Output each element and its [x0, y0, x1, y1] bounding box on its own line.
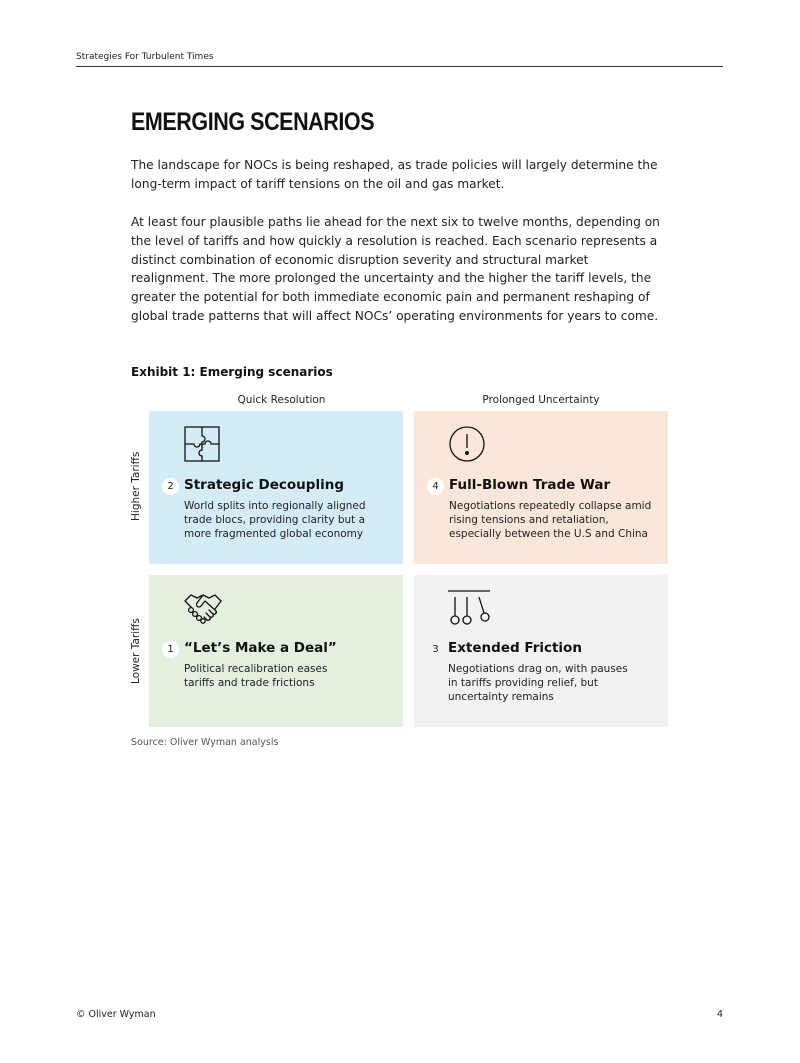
- scenario-description: Negotiations drag on, with pauses in tariffs providing relief, but uncertainty remains: [448, 663, 628, 704]
- quadrant-strategic-decoupling: [149, 411, 403, 564]
- scenario-title: Strategic Decoupling: [184, 477, 344, 493]
- row-label-higher-tariffs: Higher Tariffs: [130, 451, 142, 521]
- scenario-number: 2: [162, 478, 179, 495]
- pendulum-icon: [448, 589, 492, 631]
- scenario-title: Full-Blown Trade War: [449, 477, 611, 493]
- scenario-number: 1: [162, 641, 179, 658]
- column-label-quick-resolution: Quick Resolution: [237, 394, 326, 406]
- scenario-number: 3: [427, 641, 444, 658]
- scenarios-paragraph: At least four plausible paths lie ahead for the next six to twelve months, depending on the level of tariffs and how quickly a resolution is reached. Each scenario represents a distinct combination of economic disruption severity and structural market realignment. The more prolonged the uncertainty and the higher the tariff levels, the greater the potential for both immediate economic pain and permanent reshaping of global trade patterns that will affect NOCs’ operating environments for years to come.: [131, 215, 660, 323]
- footer-copyright: © Oliver Wyman: [76, 1009, 156, 1020]
- header-rule: [76, 66, 723, 67]
- quadrant-full-blown-trade-war: [414, 411, 668, 564]
- scenario-description: Political recalibration eases tariffs and trade frictions: [184, 663, 328, 690]
- column-label-prolonged-uncertainty: Prolonged Uncertainty: [482, 394, 600, 406]
- intro-paragraph: The landscape for NOCs is being reshaped, as trade policies will largely determine the long-term impact of tariff tensions on the oil and gas market.: [131, 158, 658, 191]
- running-header: Strategies For Turbulent Times: [76, 52, 214, 62]
- scenario-title: Extended Friction: [448, 640, 582, 656]
- row-label-lower-tariffs: Lower Tariffs: [130, 618, 142, 684]
- exhibit-title: Exhibit 1: Emerging scenarios: [131, 365, 333, 379]
- quadrant-lets-make-a-deal: [149, 575, 403, 727]
- page-number: 4: [716, 1009, 723, 1020]
- exhibit-source: Source: Oliver Wyman analysis: [131, 737, 279, 748]
- alert-icon: [448, 425, 486, 467]
- scenario-description: World splits into regionally aligned trade blocs, providing clarity but a more fragmented global economy: [184, 500, 366, 541]
- quadrant-extended-friction: [414, 575, 668, 727]
- page-title: EMERGING SCENARIOS: [131, 108, 375, 136]
- scenario-description: Negotiations repeatedly collapse amid rising tensions and retaliation, especially between the U.S and China: [449, 500, 652, 541]
- scenario-title: “Let’s Make a Deal”: [184, 640, 337, 656]
- handshake-icon: [183, 589, 223, 629]
- puzzle-icon: [183, 425, 221, 467]
- scenario-number: 4: [427, 478, 444, 495]
